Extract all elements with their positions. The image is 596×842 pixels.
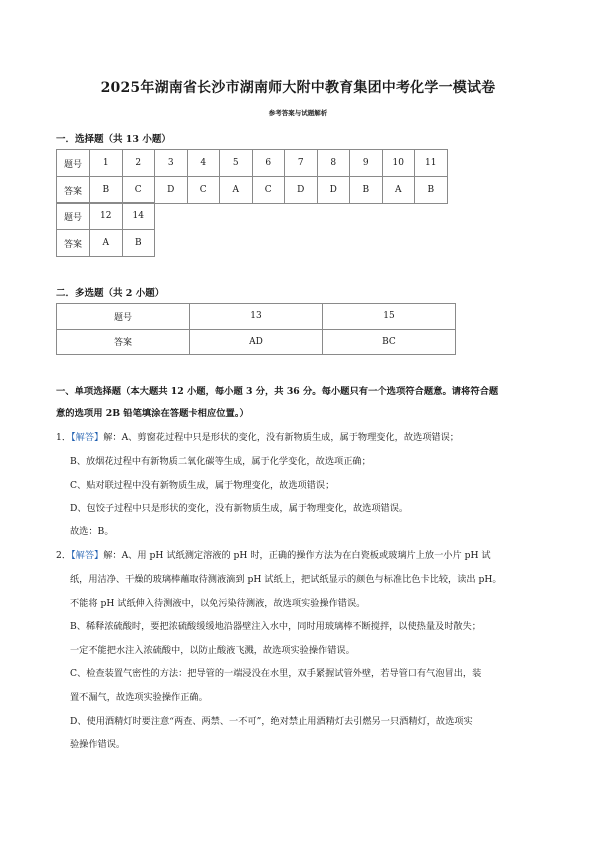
table-cell: A <box>382 177 415 204</box>
table-cell: BC <box>323 329 456 355</box>
page-title: 2025年湖南省长沙市湖南师大附中教育集团中考化学一模试卷 <box>100 80 496 96</box>
q1-line <box>56 432 459 444</box>
table-cell: D <box>317 177 350 204</box>
q2-line <box>56 550 491 562</box>
q2-line: C、检查装置气密性的方法：把导管的一端浸没在水里，双手紧握试管外壁，若导管口有气泡冒出，装 <box>70 668 482 679</box>
q2-line: 一定不能把水注入浓硫酸中，以防止酸液飞溅，故选项实验操作错误。 <box>70 645 355 656</box>
row-label-question: 题号 <box>57 304 190 330</box>
q2-line: 验操作错误。 <box>70 739 126 750</box>
q1-line: B、放烟花过程中有新物质二氧化碳等生成，属于化学变化，故选项正确； <box>70 456 371 467</box>
table-row-questions <box>57 203 155 230</box>
table-cell: 14 <box>122 203 155 230</box>
q2-number: 2． <box>56 550 72 561</box>
row-label-answer: 答案 <box>57 230 90 257</box>
table-cell: 5 <box>220 150 253 177</box>
answer-tag: 【解答】 <box>71 432 104 443</box>
q2-line: 不能将 pH 试纸伸入待测液中，以免污染待测液，故选项实验操作错误。 <box>70 598 366 609</box>
q2-line: D、使用酒精灯时要注意“两查、两禁、一不可”，绝对禁止用酒精灯去引燃另一只酒精灯，故选项实 <box>70 716 473 727</box>
table-cell: C <box>252 177 285 204</box>
page-subtitle: 参考答案与试题解析 <box>268 109 328 117</box>
q1-line: D、包饺子过程中只是形状的变化，没有新物质生成，属于物理变化，故选项错误。 <box>70 503 409 514</box>
part-heading-line: 一、单项选择题（本大题共 12 小题，每小题 3 分，共 36 分。每小题只有一个选项符合题意。请将符合题 <box>56 386 499 397</box>
table-cell: C <box>187 177 220 204</box>
q2-line: 纸，用洁净、干燥的玻璃棒蘸取待测液滴到 pH 试纸上，把试纸显示的颜色与标准比色卡比较，读出 pH。 <box>70 574 502 585</box>
table-cell: A <box>220 177 253 204</box>
row-label-question: 题号 <box>57 150 90 177</box>
part-heading <box>56 381 542 425</box>
row-label-answer: 答案 <box>57 177 90 204</box>
table-row-questions <box>57 304 456 330</box>
table-row-questions <box>57 150 448 177</box>
table-row-answers <box>57 177 448 204</box>
table-cell: B <box>122 230 155 257</box>
table-cell: B <box>350 177 383 204</box>
section-multi-heading: 二．多选题（共 2 小题） <box>56 288 165 299</box>
table-cell: 7 <box>285 150 318 177</box>
table-cell: AD <box>190 329 323 355</box>
answer-table-choice-1 <box>56 149 448 204</box>
q2-line: 置不漏气，故选项实验操作正确。 <box>70 692 208 703</box>
table-cell: 12 <box>90 203 123 230</box>
table-cell: A <box>90 230 123 257</box>
table-cell: D <box>285 177 318 204</box>
answer-tag: 【解答】 <box>71 550 104 561</box>
answer-table-multi <box>56 303 456 355</box>
table-cell: 4 <box>187 150 220 177</box>
q1-text: 解：A、剪窗花过程中只是形状的变化，没有新物质生成，属于物理变化，故选项错误； <box>103 432 459 443</box>
table-cell: 3 <box>155 150 188 177</box>
table-cell: B <box>90 177 123 204</box>
row-label-answer: 答案 <box>57 329 190 355</box>
table-cell: 2 <box>122 150 155 177</box>
answer-table-choice-2 <box>56 202 155 257</box>
table-cell: D <box>155 177 188 204</box>
table-cell: 11 <box>415 150 448 177</box>
row-label-question: 题号 <box>57 203 90 230</box>
table-cell: 6 <box>252 150 285 177</box>
table-row-answers <box>57 329 456 355</box>
q1-number: 1． <box>56 432 72 443</box>
table-row-answers <box>57 230 155 257</box>
section-choice-heading: 一．选择题（共 13 小题） <box>56 134 171 145</box>
table-cell: 1 <box>90 150 123 177</box>
table-cell: C <box>122 177 155 204</box>
q2-line: B、稀释浓硫酸时，要把浓硫酸缓缓地沿器壁注入水中，同时用玻璃棒不断搅拌，以使热量及时散失； <box>70 621 481 632</box>
table-cell: 10 <box>382 150 415 177</box>
table-cell: 13 <box>190 304 323 330</box>
table-cell: 9 <box>350 150 383 177</box>
table-cell: B <box>415 177 448 204</box>
q2-text: 解：A、用 pH 试纸测定溶液的 pH 时，正确的操作方法为在白瓷板或玻璃片上放一小片 pH 试 <box>103 550 491 561</box>
part-heading-line: 意的选项用 2B 铅笔填涂在答题卡相应位置。） <box>56 408 249 419</box>
q1-conclusion: 故选：B。 <box>70 526 114 537</box>
table-cell: 15 <box>323 304 456 330</box>
q1-line: C、贴对联过程中没有新物质生成，属于物理变化，故选项错误； <box>70 480 335 491</box>
table-cell: 8 <box>317 150 350 177</box>
